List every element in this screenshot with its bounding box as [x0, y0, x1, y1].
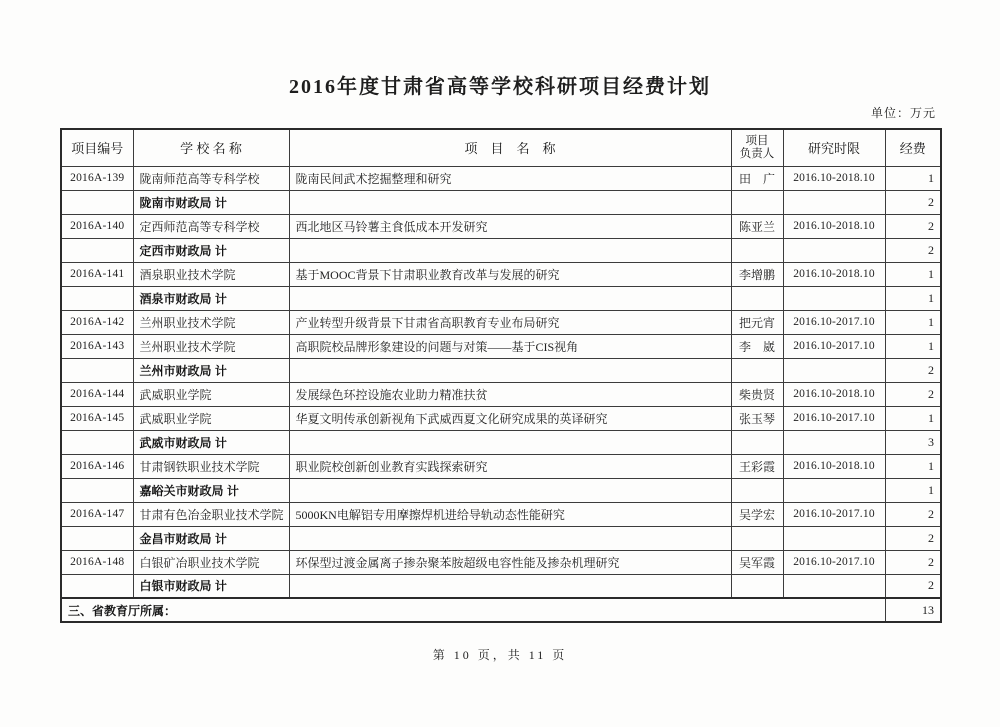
- leader-cell: [731, 190, 783, 214]
- fund-cell: 1: [885, 406, 941, 430]
- table-row-project: [61, 382, 941, 406]
- project-name-cell: 发展绿色环控设施农业助力精准扶贫: [289, 382, 731, 406]
- fund-cell: 2: [885, 214, 941, 238]
- fund-cell: 2: [885, 358, 941, 382]
- project-name-cell: 环保型过渡金属离子掺杂聚苯胺超级电容性能及掺杂机理研究: [289, 550, 731, 574]
- project-id-cell: 2016A-148: [61, 550, 133, 574]
- fund-cell: 1: [885, 334, 941, 358]
- fund-cell: 1: [885, 478, 941, 502]
- leader-cell: 王彩霞: [731, 454, 783, 478]
- leader-cell: 吴军霞: [731, 550, 783, 574]
- table-row-project: [61, 502, 941, 526]
- period-cell: 2016.10-2018.10: [783, 454, 885, 478]
- table-row-subtotal: [61, 574, 941, 598]
- leader-cell: [731, 526, 783, 550]
- table-row-project: [61, 310, 941, 334]
- table-row-subtotal: [61, 190, 941, 214]
- leader-cell: 张玉琴: [731, 406, 783, 430]
- leader-cell: 吴学宏: [731, 502, 783, 526]
- period-cell: 2016.10-2018.10: [783, 166, 885, 190]
- school-name-cell: 定西市财政局 计: [133, 238, 289, 262]
- table-row-project: [61, 550, 941, 574]
- school-name-cell: 兰州市财政局 计: [133, 358, 289, 382]
- period-cell: [783, 190, 885, 214]
- fund-cell: 2: [885, 238, 941, 262]
- project-name-cell: [289, 478, 731, 502]
- period-cell: [783, 286, 885, 310]
- period-cell: [783, 574, 885, 598]
- period-cell: 2016.10-2017.10: [783, 406, 885, 430]
- project-name-cell: 职业院校创新创业教育实践探索研究: [289, 454, 731, 478]
- column-header-project-leader: [731, 129, 783, 166]
- table-row-project: [61, 334, 941, 358]
- budget-table: [60, 128, 942, 623]
- school-name-cell: 陇南师范高等专科学校: [133, 166, 289, 190]
- period-cell: [783, 238, 885, 262]
- leader-cell: [731, 358, 783, 382]
- fund-cell: 1: [885, 454, 941, 478]
- project-id-cell: 2016A-143: [61, 334, 133, 358]
- period-cell: 2016.10-2017.10: [783, 550, 885, 574]
- school-name-cell: 兰州职业技术学院: [133, 310, 289, 334]
- project-name-cell: 西北地区马铃薯主食低成本开发研究: [289, 214, 731, 238]
- leader-header-line2: 负责人: [739, 147, 775, 160]
- school-name-cell: 武威职业学院: [133, 406, 289, 430]
- column-header-fund: 经费: [885, 129, 941, 166]
- project-name-cell: [289, 574, 731, 598]
- project-name-cell: 5000KN电解铝专用摩擦焊机进给导轨动态性能研究: [289, 502, 731, 526]
- column-header-project-name: 项 目 名 称: [289, 129, 731, 166]
- page-title: 2016年度甘肃省高等学校科研项目经费计划: [289, 76, 711, 98]
- school-name-cell: 嘉峪关市财政局 计: [133, 478, 289, 502]
- leader-cell: 李增鹏: [731, 262, 783, 286]
- table-row-project: [61, 262, 941, 286]
- page-footer: 第 10 页，共 11 页: [432, 648, 568, 662]
- table-row-subtotal: [61, 358, 941, 382]
- fund-cell: 1: [885, 262, 941, 286]
- project-id-cell: [61, 238, 133, 262]
- period-cell: [783, 478, 885, 502]
- project-name-cell: 陇南民间武术挖掘整理和研究: [289, 166, 731, 190]
- leader-cell: 田 广: [731, 166, 783, 190]
- project-id-cell: [61, 574, 133, 598]
- school-name-cell: 定西师范高等专科学校: [133, 214, 289, 238]
- project-id-cell: 2016A-139: [61, 166, 133, 190]
- school-name-cell: 武威市财政局 计: [133, 430, 289, 454]
- project-name-cell: [289, 526, 731, 550]
- project-id-cell: 2016A-144: [61, 382, 133, 406]
- project-name-cell: 产业转型升级背景下甘肃省高职教育专业布局研究: [289, 310, 731, 334]
- school-name-cell: 武威职业学院: [133, 382, 289, 406]
- project-name-cell: 高职院校品牌形象建设的问题与对策——基于CIS视角: [289, 334, 731, 358]
- school-name-cell: 白银矿冶职业技术学院: [133, 550, 289, 574]
- table-row-project: [61, 454, 941, 478]
- fund-cell: 3: [885, 430, 941, 454]
- fund-cell: 2: [885, 190, 941, 214]
- column-header-school-name: 学 校 名 称: [133, 129, 289, 166]
- unit-label: 单位：万元: [870, 106, 936, 120]
- project-id-cell: 2016A-140: [61, 214, 133, 238]
- table-body: [61, 166, 941, 622]
- project-id-cell: [61, 526, 133, 550]
- table-row-section: [61, 598, 941, 622]
- table-row-project: [61, 214, 941, 238]
- table-row-project: [61, 406, 941, 430]
- table-row-project: [61, 166, 941, 190]
- fund-cell: 2: [885, 526, 941, 550]
- period-cell: 2016.10-2018.10: [783, 262, 885, 286]
- project-name-cell: [289, 358, 731, 382]
- leader-cell: 把元宵: [731, 310, 783, 334]
- project-name-cell: 华夏文明传承创新视角下武威西夏文化研究成果的英译研究: [289, 406, 731, 430]
- period-cell: [783, 526, 885, 550]
- project-id-cell: [61, 478, 133, 502]
- leader-cell: [731, 478, 783, 502]
- school-name-cell: 白银市财政局 计: [133, 574, 289, 598]
- fund-cell: 2: [885, 550, 941, 574]
- school-name-cell: 酒泉市财政局 计: [133, 286, 289, 310]
- table-header-row: [61, 129, 941, 166]
- project-id-cell: [61, 358, 133, 382]
- project-name-cell: [289, 430, 731, 454]
- table-row-subtotal: [61, 238, 941, 262]
- fund-cell: 2: [885, 502, 941, 526]
- project-name-cell: [289, 286, 731, 310]
- project-id-cell: [61, 190, 133, 214]
- project-id-cell: [61, 286, 133, 310]
- leader-cell: 李 崴: [731, 334, 783, 358]
- school-name-cell: 酒泉职业技术学院: [133, 262, 289, 286]
- fund-cell: 13: [885, 598, 941, 622]
- leader-cell: [731, 430, 783, 454]
- project-id-cell: 2016A-146: [61, 454, 133, 478]
- fund-cell: 1: [885, 166, 941, 190]
- period-cell: [783, 430, 885, 454]
- project-id-cell: 2016A-141: [61, 262, 133, 286]
- school-name-cell: 金昌市财政局 计: [133, 526, 289, 550]
- school-name-cell: 甘肃有色冶金职业技术学院: [133, 502, 289, 526]
- column-header-research-period: 研究时限: [783, 129, 885, 166]
- section-label-cell: 三、省教育厅所属：: [61, 598, 885, 622]
- leader-header-line1: 项目: [745, 134, 769, 147]
- period-cell: [783, 358, 885, 382]
- column-header-project-id: 项目编号: [61, 129, 133, 166]
- period-cell: 2016.10-2017.10: [783, 310, 885, 334]
- project-id-cell: [61, 430, 133, 454]
- leader-cell: [731, 238, 783, 262]
- leader-cell: 陈亚兰: [731, 214, 783, 238]
- table-row-subtotal: [61, 478, 941, 502]
- project-id-cell: 2016A-145: [61, 406, 133, 430]
- period-cell: 2016.10-2018.10: [783, 382, 885, 406]
- project-name-cell: [289, 238, 731, 262]
- fund-cell: 2: [885, 574, 941, 598]
- table-row-subtotal: [61, 526, 941, 550]
- school-name-cell: 兰州职业技术学院: [133, 334, 289, 358]
- period-cell: 2016.10-2017.10: [783, 334, 885, 358]
- table-row-subtotal: [61, 430, 941, 454]
- leader-cell: [731, 286, 783, 310]
- project-name-cell: 基于MOOC背景下甘肃职业教育改革与发展的研究: [289, 262, 731, 286]
- fund-cell: 1: [885, 286, 941, 310]
- project-id-cell: 2016A-147: [61, 502, 133, 526]
- period-cell: 2016.10-2017.10: [783, 502, 885, 526]
- period-cell: 2016.10-2018.10: [783, 214, 885, 238]
- leader-cell: [731, 574, 783, 598]
- school-name-cell: 陇南市财政局 计: [133, 190, 289, 214]
- project-name-cell: [289, 190, 731, 214]
- leader-cell: 柴贵贤: [731, 382, 783, 406]
- table-row-subtotal: [61, 286, 941, 310]
- fund-cell: 2: [885, 382, 941, 406]
- school-name-cell: 甘肃钢铁职业技术学院: [133, 454, 289, 478]
- fund-cell: 1: [885, 310, 941, 334]
- project-id-cell: 2016A-142: [61, 310, 133, 334]
